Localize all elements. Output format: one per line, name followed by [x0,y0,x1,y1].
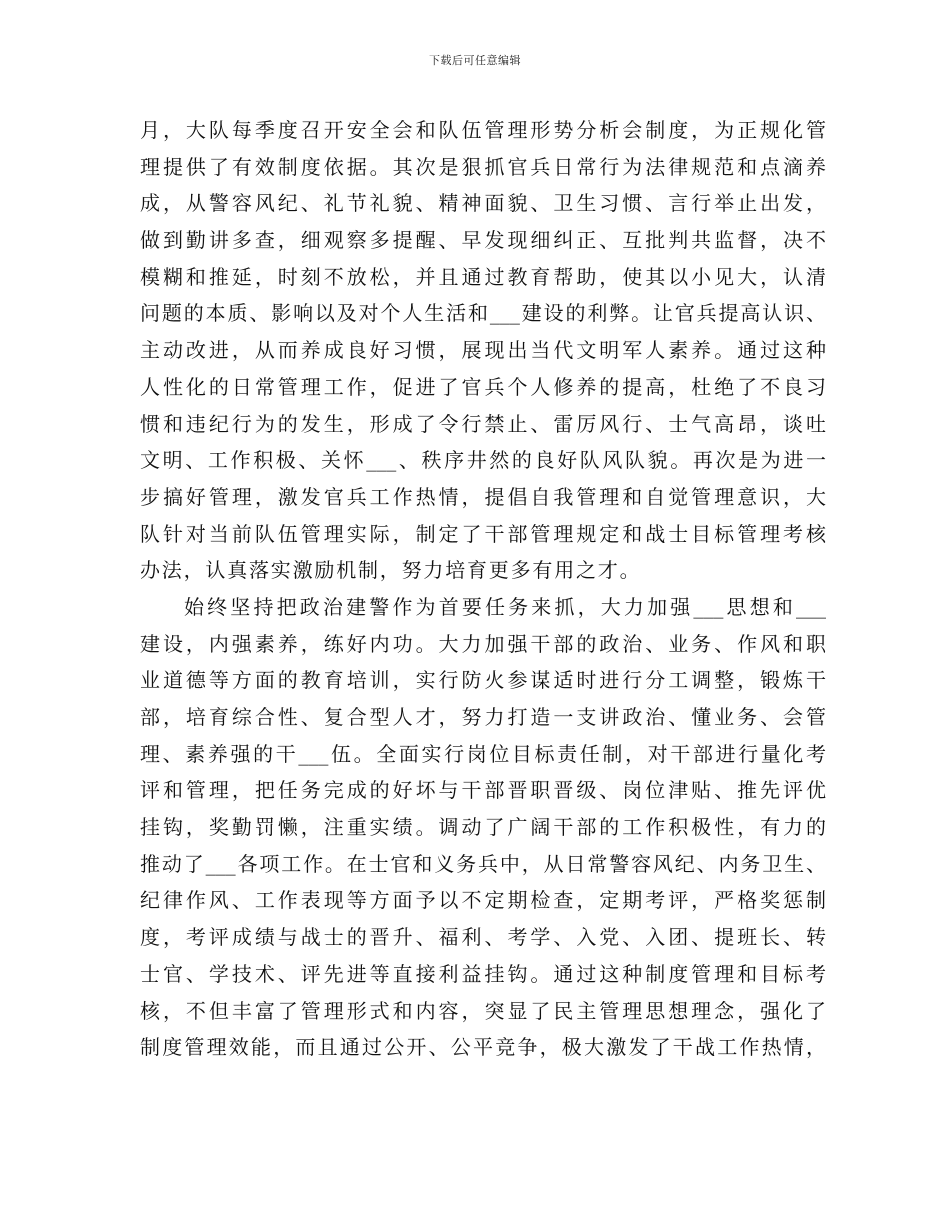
text-line: 理提供了有效制度依据。其次是狠抓官兵日常行为法律规范和点滴养 [140,154,826,179]
text-line: 文明、工作积极、关怀___、秩序井然的良好队风队貌。再次是为进一 [140,448,826,473]
text-line: 挂钩，奖勤罚懒，注重实绩。调动了广阔干部的工作积极性，有力的 [140,815,826,840]
text-line: 士官、学技术、评先进等直接利益挂钩。通过这种制度管理和目标考 [140,961,826,986]
text-line: 业道德等方面的教育培训，实行防火参谋适时进行分工调整，锻炼干 [140,668,826,693]
document-body [140,112,826,1066]
text-line: 主动改进，从而养成良好习惯，展现出当代文明军人素养。通过这种 [140,338,826,363]
text-line: 部，培育综合性、复合型人才，努力打造一支讲政治、懂业务、会管 [140,705,826,729]
text-line: 步搞好管理，激发官兵工作热情，提倡自我管理和自觉管理意识，大 [140,484,826,509]
text-line: 始终坚持把政治建警作为首要任务来抓，大力加强___思想和___ [184,594,826,619]
text-line: 核，不但丰富了管理形式和内容，突显了民主管理思想理念，强化了 [140,998,826,1023]
text-line: 建设，内强素养，练好内功。大力加强干部的政治、业务、作风和职 [140,631,826,656]
page-header: 下载后可任意编辑 [429,54,521,67]
text-line: 推动了___各项工作。在士官和义务兵中，从日常警容风纪、内务卫生、 [140,851,826,876]
text-line: 人性化的日常管理工作，促进了官兵个人修养的提高，杜绝了不良习 [140,374,826,399]
text-line: 队针对当前队伍管理实际，制定了干部管理规定和战士目标管理考核 [140,521,826,546]
text-line: 办法，认真落实激励机制，努力培育更多有用之才。 [140,558,642,583]
text-line: 评和管理，把任务完成的好坏与干部晋职晋级、岗位津贴、推先评优 [140,778,826,803]
text-line: 月，大队每季度召开安全会和队伍管理形势分析会制度，为正规化管 [140,118,826,142]
text-line: 度，考评成绩与战士的晋升、福利、考学、入党、入团、提班长、转 [140,925,826,950]
text-line: 惯和违纪行为的发生，形成了令行禁止、雷厉风行、士气高昂，谈吐 [140,411,826,436]
text-line: 纪律作风、工作表现等方面予以不定期检查，定期考评，严格奖惩制 [140,888,826,913]
text-line: 成，从警容风纪、礼节礼貌、精神面貌、卫生习惯、言行举止出发， [140,191,826,216]
text-line: 制度管理效能，而且通过公开、公平竞争，极大激发了干战工作热情， [140,1035,826,1060]
text-line: 模糊和推延，时刻不放松，并且通过教育帮助，使其以小见大，认清 [140,264,826,289]
text-line: 问题的本质、影响以及对个人生活和___建设的利弊。让官兵提高认识、 [140,301,826,326]
text-line: 做到勤讲多查，细观察多提醒、早发现细纠正、互批判共监督，决不 [140,228,826,253]
text-line: 理、素养强的干___伍。全面实行岗位目标责任制，对干部进行量化考 [140,741,826,766]
